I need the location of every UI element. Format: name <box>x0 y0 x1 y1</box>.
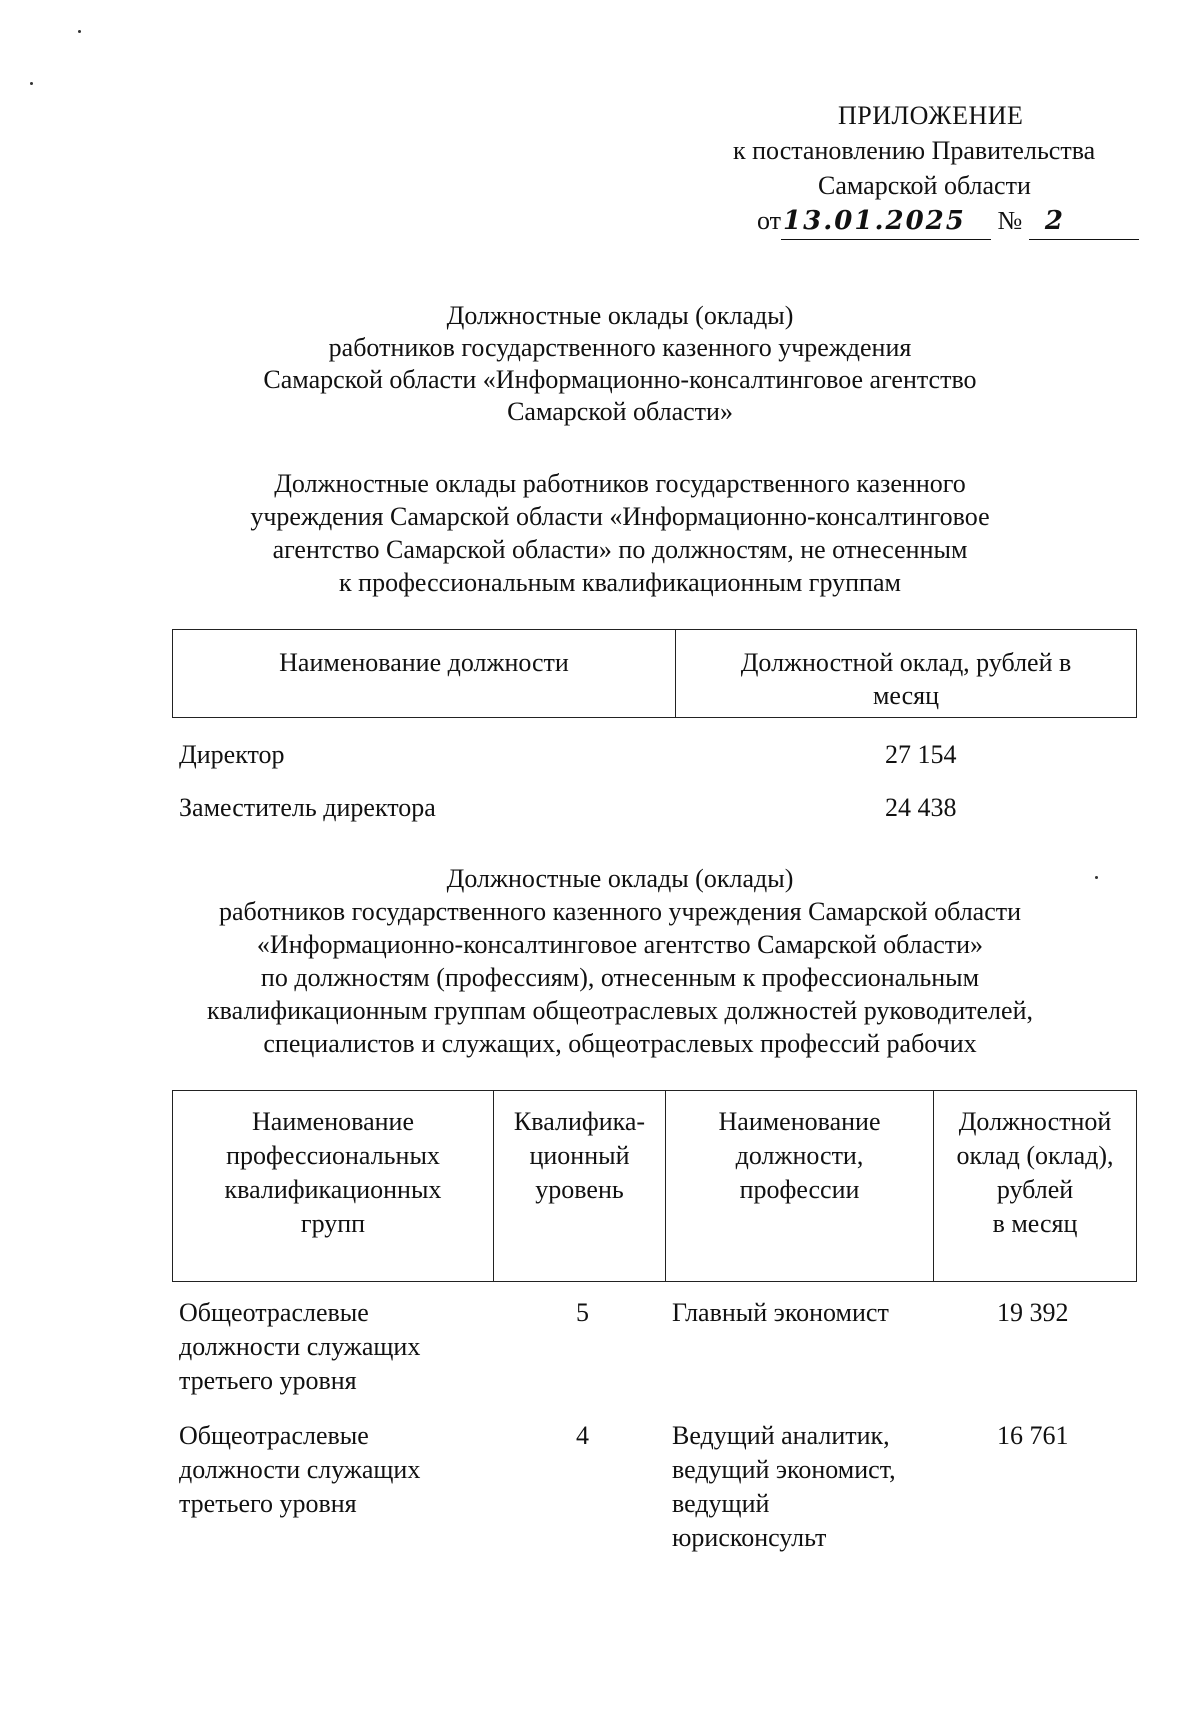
table-header <box>172 1090 1137 1282</box>
scan-speck <box>30 82 33 85</box>
number-label: № <box>997 206 1023 235</box>
appendix-resolution-line: к постановлению Правительства <box>733 136 1096 165</box>
heading-line: работников государственного казенного учреждения <box>328 333 912 362</box>
heading-line: квалификационным группам общеотраслевых должностей руководителей, <box>207 996 1033 1025</box>
table-row <box>172 781 1137 834</box>
salary-cell: 16 761 <box>997 1421 1069 1450</box>
group-cell: Общеотраслевые должности служащих третьего уровня <box>179 1421 421 1518</box>
header-group: Наименование профессиональных квалификационных групп <box>172 1091 493 1281</box>
salary-cell: 27 154 <box>885 739 957 769</box>
heading-line: агентство Самарской области» по должностям, не отнесенным <box>272 535 968 564</box>
heading-line: по должностям (профессиям), отнесенным к профессиональным <box>260 963 980 992</box>
salary-table-unclassified <box>172 629 1137 834</box>
level-cell: 5 <box>576 1298 589 1327</box>
heading-line: Должностные оклады (оклады) <box>446 301 794 330</box>
scan-speck <box>78 30 81 33</box>
appendix-date-number-line <box>700 203 1170 240</box>
handwritten-date: 13.01.2025 <box>781 204 991 240</box>
section2-heading <box>160 862 1080 1060</box>
scan-speck <box>1095 876 1098 879</box>
appendix-title: ПРИЛОЖЕНИЕ <box>838 101 1024 130</box>
table-header <box>172 629 1137 718</box>
salary-cell: 19 392 <box>997 1298 1069 1327</box>
header-position: Наименование должности <box>172 630 675 717</box>
handwritten-number: 2 <box>1029 204 1139 240</box>
heading-line: учреждения Самарской области «Информационно-консалтинговое <box>250 502 990 531</box>
heading-line: Самарской области» <box>507 397 733 426</box>
table-row <box>172 1296 1137 1419</box>
salary-table-qualification-groups <box>172 1090 1137 1629</box>
header-salary: Должностной оклад (оклад), рублей в месяц <box>933 1091 1137 1281</box>
salary-cell: 24 438 <box>885 792 957 822</box>
group-cell: Общеотраслевые должности служащих третьего уровня <box>179 1298 421 1395</box>
heading-line: к профессиональным квалификационным группам <box>339 568 901 597</box>
position-cell: Заместитель директора <box>179 792 436 822</box>
level-cell: 4 <box>576 1421 589 1450</box>
heading-line: Самарской области «Информационно-консалтинговое агентство <box>263 365 977 394</box>
appendix-block <box>700 98 1170 240</box>
heading-line: «Информационно-консалтинговое агентство Самарской области» <box>256 930 984 959</box>
position-cell: Ведущий аналитик, ведущий экономист, ведущий юрисконсульт <box>672 1421 896 1552</box>
appendix-region-line: Самарской области <box>818 171 1031 200</box>
header-level: Квалифика- ционный уровень <box>493 1091 665 1281</box>
table-row <box>172 1419 1137 1629</box>
main-heading <box>160 300 1080 428</box>
header-salary: Должностной оклад, рублей в месяц <box>675 630 1137 717</box>
section1-heading <box>160 467 1080 599</box>
heading-line: специалистов и служащих, общеотраслевых профессий рабочих <box>263 1029 977 1058</box>
position-cell: Главный экономист <box>672 1298 889 1327</box>
heading-line: Должностные оклады (оклады) <box>446 864 794 893</box>
heading-line: Должностные оклады работников государственного казенного <box>274 469 966 498</box>
table-row <box>172 728 1137 781</box>
date-prefix: от <box>757 206 782 235</box>
heading-line: работников государственного казенного учреждения Самарской области <box>218 897 1022 926</box>
position-cell: Директор <box>179 739 285 769</box>
header-position: Наименование должности, профессии <box>665 1091 933 1281</box>
